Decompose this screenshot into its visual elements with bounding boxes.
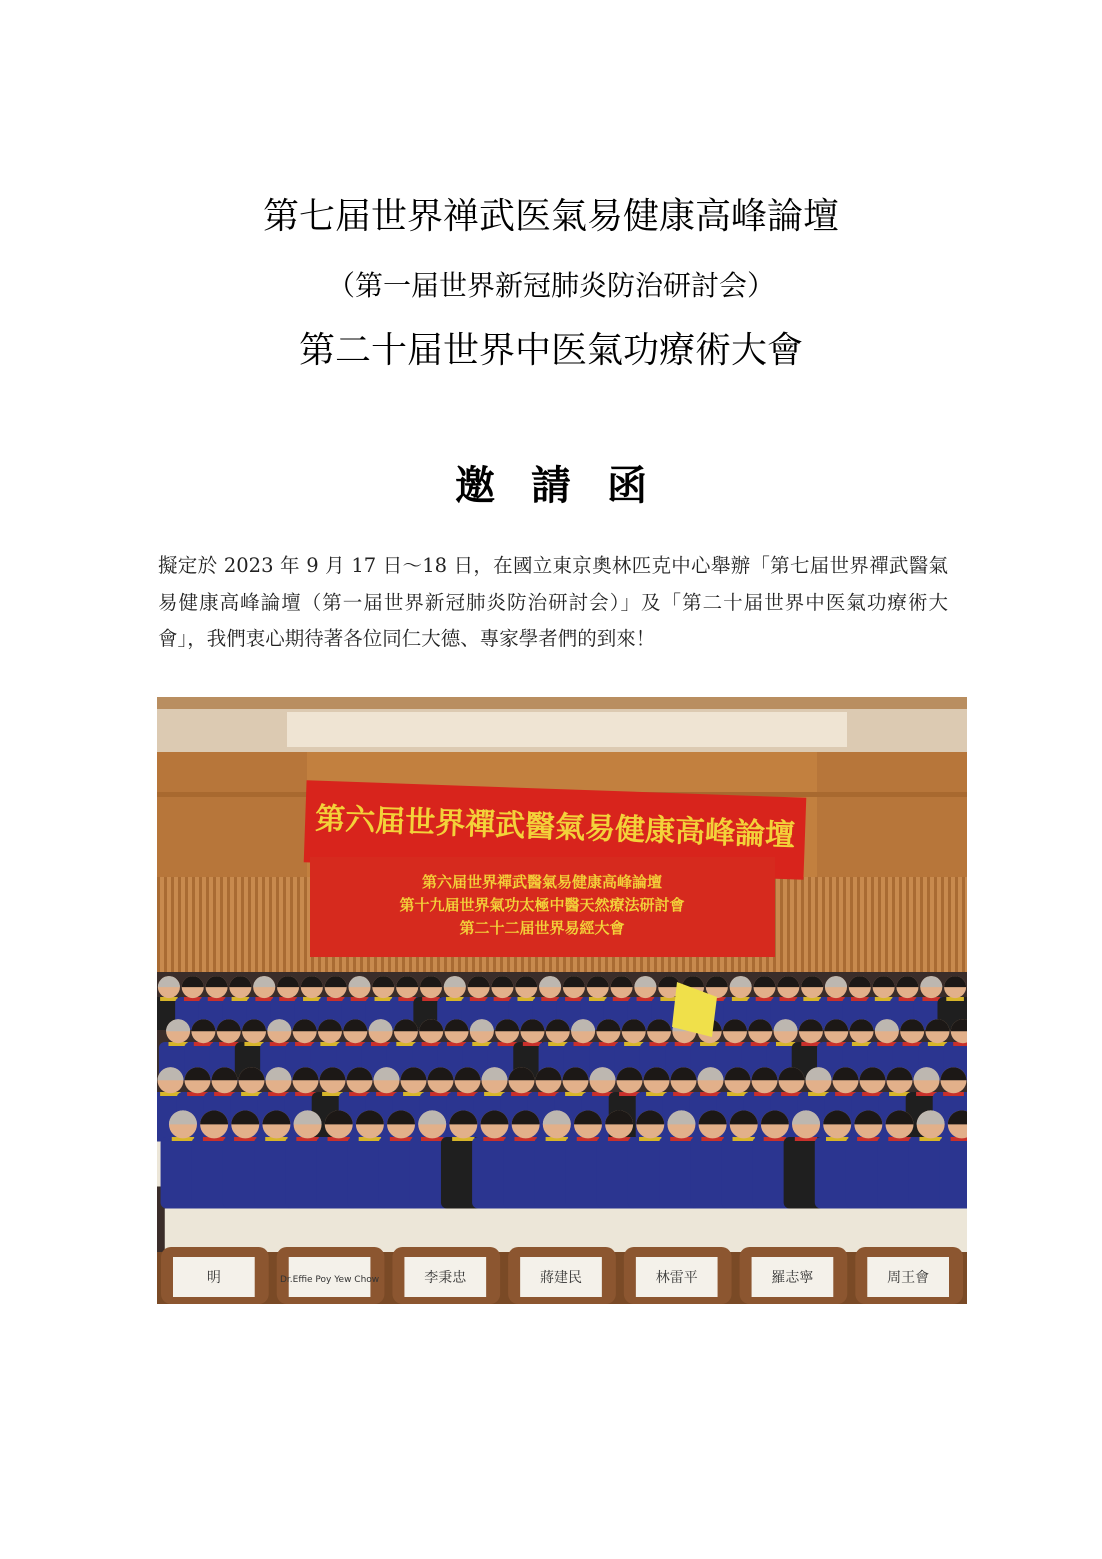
chair-name-card: 明 [206,1270,221,1286]
banner-main-line1: 第六届世界禪武醫氣易健康高峰論壇 [421,873,663,891]
title-subtitle: （第一届世界新冠肺炎防治研討会） [326,269,775,302]
chair-name-card: 羅志寧 [771,1270,814,1286]
chair-name-card: 林雷平 [655,1270,698,1286]
title-forum: 第七届世界禅武医氣易健康高峰論壇 [262,196,839,237]
chair-name-card: 周王會 [887,1270,930,1286]
chair-name-card: Dr.Effie Poy Yew Chow [279,1275,380,1285]
banner-main-line3: 第二十二届世界易經大會 [459,919,625,937]
banner-main [310,857,775,957]
invitation-body: 擬定於 2023 年 9 月 17 日～18 日，在國立東京奧林匹克中心舉辦「第七届世界禪武醫氣易健康高峰論壇（第一届世界新冠肺炎防治研討会）」及「第二十届世界中医氣功療術大會」，我們衷心期待著各位同仁大德、專家學者們的到來！ [158,554,948,650]
title-congress: 第二十届世界中医氣功療術大會 [298,330,803,371]
group-photo [157,697,967,1304]
chair-name-card: 蔣建民 [540,1270,582,1286]
chair-name-card: 李秉忠 [424,1270,467,1286]
banner-main-line2: 第十九届世界氣功太極中醫天然療法研討會 [399,896,685,914]
invitation-heading: 邀請函 [455,462,683,509]
banner-top-text: 第六届世界禪武醫氣易健康高峰論壇 [314,801,796,854]
